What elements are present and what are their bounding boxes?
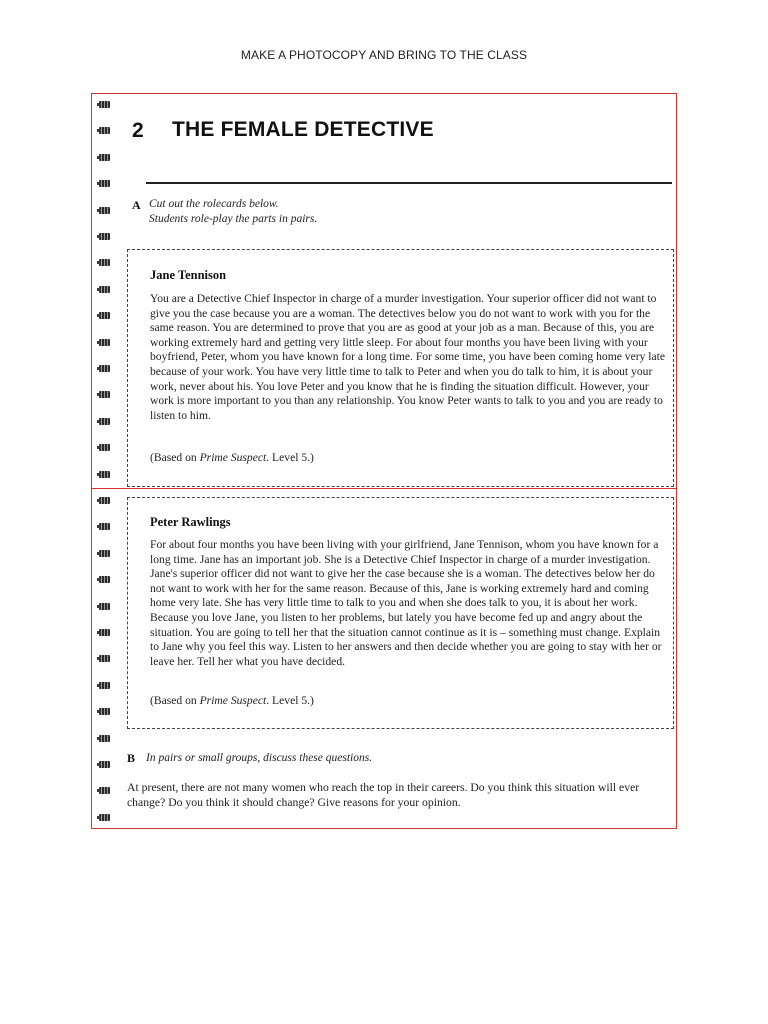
source-suffix: . Level 5.) [266,451,314,464]
spiral-ring-icon [97,549,111,558]
spiral-ring-icon [97,206,111,215]
rolecard-jane [127,249,674,487]
worksheet-page [91,93,677,829]
unit-number: 2 [132,119,144,142]
section-a-instruction-line2: Students role-play the parts in pairs. [149,213,318,225]
discussion-question: At present, there are not many women who reach the top in their careers. Do you think this situation will ever change? Do you think it should change? Give reasons for your opinion. [127,781,640,809]
page-divider-line [92,488,676,489]
spiral-ring-icon [97,470,111,479]
header-note: MAKE A PHOTOCOPY AND BRING TO THE CLASS [240,48,528,62]
spiral-ring-icon [97,179,111,188]
spiral-ring-icon [97,390,111,399]
rolecard-text: You are a Detective Chief Inspector in charge of a murder investigation. Your superior officer did not want to give you the case because you are a woman. The detectives below you do not want to work with you for the same reason. You are determined to prove that you are as good at your job as a man. Because of this, you are working extremely hard and getting very little sleep. For about four months you have been living with your boyfriend, Peter, whom you have known for a long time. For some time, you have been coming home very late because of your work. You have very little time to talk to Peter and when you do talk to him, it is about your work, never about his. You love Peter and you know that he is finding the situation difficult. However, your work is more important to you than any relationship. You know Peter wants to talk to you and you are ready to listen to him. [150,292,666,422]
unit-title: THE FEMALE DETECTIVE [172,118,434,141]
spiral-ring-icon [97,522,111,531]
rolecard-text: For about four months you have been living with your girlfriend, Jane Tennison, whom you have known for a long time. Jane has an important job. She is a Detective Chief Inspector in charge of a murder investigation. Jane's superior officer did not want to give her the case because she is a woman. The detectives below her do not want to work with her for the same reason. Because of this, Jane is working extremely hard and coming home very late. She has very little time to talk to you and when she does talk to you, it is about her work. Because you love Jane, you listen to her problems, but lately you have become fed up and angry about the situation. You are going to tell her that the situation cannot continue as it is – something must change. Explain to Jane why you feel this way. Listen to her answers and then decide whether you are going to stay with her or leave her. Tell her what you have decided. [150,538,662,668]
spiral-ring-icon [97,786,111,795]
spiral-ring-icon [97,734,111,743]
section-a-instruction-line1: Cut out the rolecards below. [149,198,279,210]
source-title: Prime Suspect [199,451,267,464]
spiral-ring-icon [97,338,111,347]
section-b-instruction: In pairs or small groups, discuss these questions. [146,752,373,764]
spiral-ring-icon [97,232,111,241]
spiral-ring-icon [97,126,111,135]
rolecard-peter [127,497,674,729]
spiral-ring-icon [97,311,111,320]
spiral-binding [95,96,115,829]
spiral-ring-icon [97,417,111,426]
section-b-letter: B [127,751,136,765]
spiral-ring-icon [97,602,111,611]
rolecard-source [150,451,314,464]
spiral-ring-icon [97,496,111,505]
rolecard-source [150,694,314,707]
spiral-ring-icon [97,100,111,109]
source-prefix: (Based on [150,451,200,464]
spiral-ring-icon [97,258,111,267]
spiral-ring-icon [97,681,111,690]
section-a-instruction [149,197,317,227]
spiral-ring-icon [97,575,111,584]
source-title: Prime Suspect [199,694,267,707]
spiral-ring-icon [97,364,111,373]
spiral-ring-icon [97,628,111,637]
title-rule [146,182,672,184]
spiral-ring-icon [97,813,111,822]
spiral-ring-icon [97,285,111,294]
spiral-ring-icon [97,654,111,663]
spiral-ring-icon [97,443,111,452]
spiral-ring-icon [97,707,111,716]
spiral-ring-icon [97,153,111,162]
source-suffix: . Level 5.) [266,694,314,707]
section-a-letter: A [132,198,141,212]
spiral-ring-icon [97,760,111,769]
source-prefix: (Based on [150,694,200,707]
rolecard-name: Peter Rawlings [150,515,231,529]
rolecard-name: Jane Tennison [150,268,227,282]
